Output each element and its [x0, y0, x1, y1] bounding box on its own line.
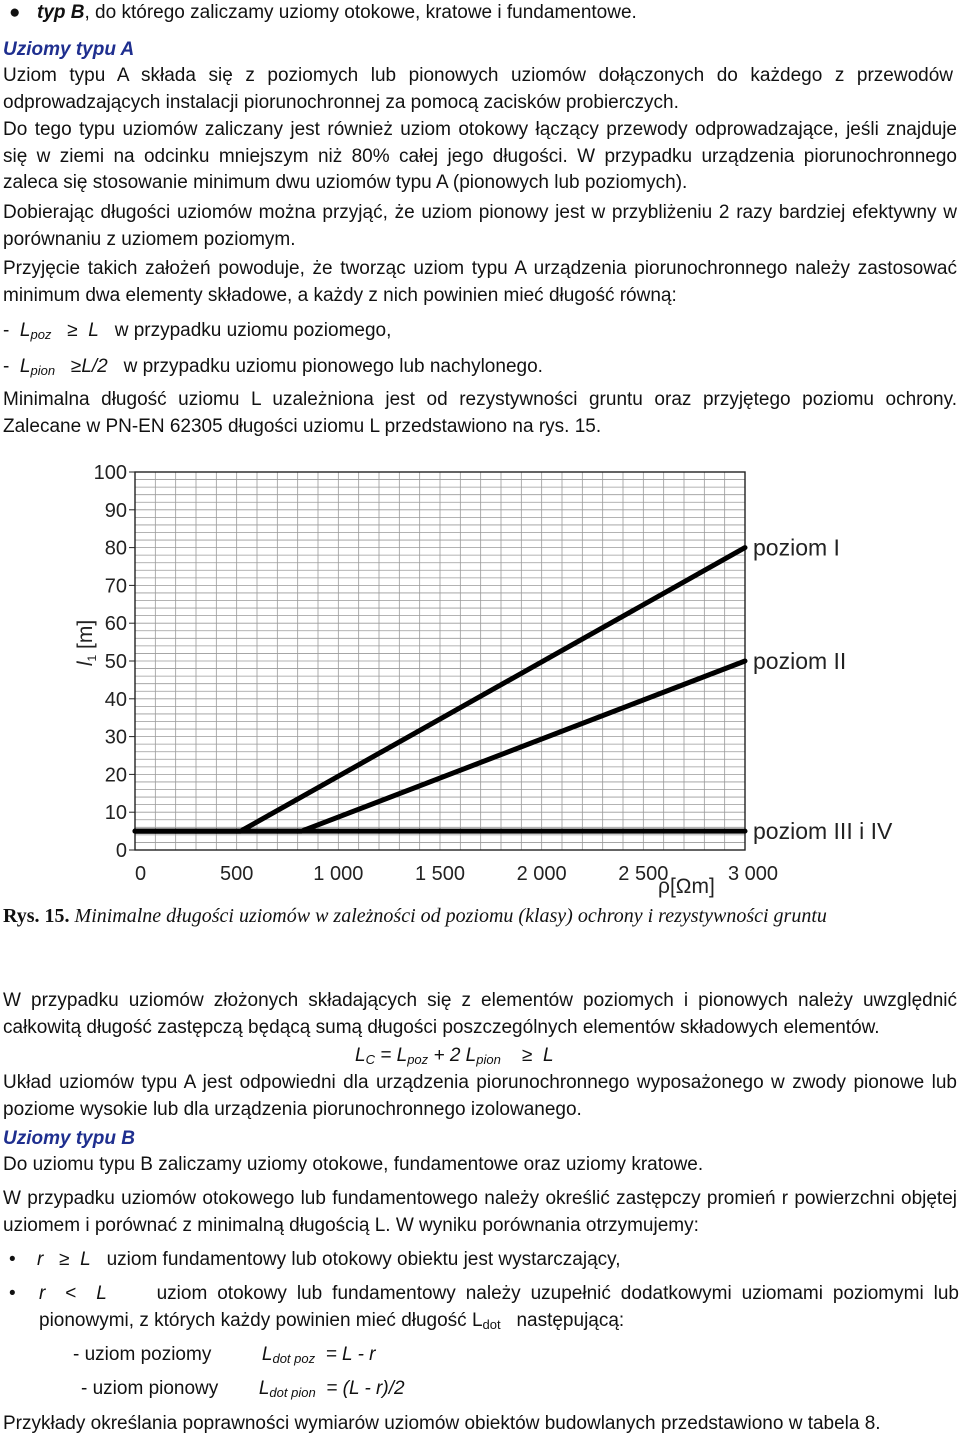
figure-caption: Rys. 15. Minimalne długości uziomów w zależności od poziomu (klasy) ochrony i rezystywności gruntu — [3, 905, 827, 927]
series-label: poziom III i IV — [753, 818, 893, 845]
paragraph-a2: Do tego typu uziomów zaliczany jest również uziom otokowy łączący przewody odprowadzające, jeśli znajduje się w ziemi na odcinku mniejszym niż 80% całej jego długości. W przypadku urządzenia piorunochronnego zaleca się stosowanie minimum dwu uziomów typu A (pionowych lub poziomych). — [3, 119, 957, 193]
y-tick-label: 100 — [93, 462, 127, 484]
series-labels — [753, 535, 893, 845]
y-label-sub: 1 — [85, 654, 99, 662]
x-tick-label: 1 000 — [313, 863, 364, 885]
requirement-vertical: - Lpion ≥L/2 w przypadku uziomu pionowego lub nachylonego. — [3, 356, 543, 378]
paragraph-a4: Przyjęcie takich założeń powoduje, że tworząc uziom typu A urządzenia piorunochronnego należy zastosować minimum dwa elementy składowe, a każdy z nich powinien mieć długość równą: — [3, 258, 957, 306]
series-label: poziom I — [753, 534, 840, 561]
x-tick-label: 500 — [219, 863, 254, 885]
y-tick-label: 30 — [104, 726, 127, 749]
y-tick-label: 80 — [104, 537, 127, 560]
y-tick-label: 40 — [104, 688, 127, 711]
y-tick-label: 70 — [104, 575, 127, 598]
y-tick-label: 60 — [104, 613, 127, 636]
x-tick-label: 3 000 — [727, 863, 779, 885]
y-tick-label: 0 — [115, 840, 127, 862]
paragraph-final: Przykłady określania poprawności wymiarów uziomów obiektów budowlanych przedstawiono w tabela 8. — [3, 1413, 881, 1434]
x-tick-label: 1 500 — [414, 863, 466, 885]
formula-dot-poz: - uziom poziomy Ldot poz = L - r — [73, 1344, 376, 1366]
requirement-horizontal: - Lpoz ≥ L w przypadku uziomu poziomego, — [3, 320, 392, 342]
bullet-r-lt-l: • r < L uziom otokowy lub fundamentowy należy uzupełnić dodatkowymi uziomami poziomymi lub pionowymi, z których każdy powinien mieć długość Ldot następującą: — [9, 1283, 959, 1332]
paragraph-c2: Układ uziomów typu A jest odpowiedni dla urządzenia piorunochronnego wyposażonego w zwody pionowe lub poziome wysokie lub dla urządzenia piorunochronnego izolowanego. — [3, 1072, 957, 1120]
paragraph-a3: Dobierając długości uziomów można przyjąć, że uziom pionowy jest w przybliżeniu 2 razy bardziej efektywny w porównaniu z uziomem poziomym. — [3, 202, 957, 250]
series-label: poziom II — [753, 648, 847, 674]
y-tick-label: 90 — [104, 499, 127, 522]
x-axis-label: ρ[Ωm] — [658, 875, 715, 898]
x-tick-label: 2 000 — [516, 863, 567, 885]
paragraph-b2: W przypadku uziomów otokowego lub fundamentowego należy określić zastępczy promień r powierzchni objętej uziomem i porównać z minimalną długością L. W wyniku porównania otrzymujemy: — [3, 1188, 957, 1236]
y-label-var: l — [74, 661, 97, 667]
bullet-dot-icon: ● — [9, 2, 21, 23]
y-tick-labels — [94, 462, 135, 862]
paragraph-b1: Do uziomu typu B zaliczamy uziomy otokowe, fundamentowe oraz uziomy kratowe. — [3, 1154, 704, 1175]
bullet-dot-icon: • — [9, 1249, 16, 1270]
y-tick-label: 50 — [104, 651, 127, 673]
x-tick-label: 2 500 — [618, 863, 669, 885]
paragraph-a1: Uziom typu A składa się z poziomych lub pionowych uziomów dołączonych do każdego z przewodów odprowadzających instalacji piorunochronnej za pomocą zacisków probierczych. — [3, 65, 953, 113]
chart-grid — [135, 472, 745, 850]
ground-electrode-length-chart — [0, 455, 960, 910]
y-tick-label: 20 — [104, 764, 127, 787]
paragraph-c1: W przypadku uziomów złożonych składających się z elementów poziomych i pionowych należy uwzględnić całkowitą długość zastępczą będącą sumą długości poszczególnych elementów składowych elementów. — [3, 990, 957, 1038]
heading-typ-a: Uziomy typu A — [3, 39, 135, 60]
y-label-unit: [m] — [74, 619, 97, 655]
formula-lc: LC = Lpoz + 2 Lpion ≥ L — [355, 1045, 554, 1067]
bullet-typ-b: ● typ B, do którego zaliczamy uziomy otokowe, kratowe i fundamentowe. — [3, 0, 960, 27]
bullet-dot-icon: • — [9, 1283, 16, 1304]
formula-dot-pion: - uziom pionowy Ldot pion = (L - r)/2 — [81, 1378, 405, 1400]
heading-typ-b: Uziomy typu B — [3, 1128, 135, 1149]
bullet-r-geq-l: • r ≥ L uziom fundamentowy lub otokowy obiektu jest wystarczający, — [3, 1247, 957, 1274]
x-tick-label: 0 — [135, 863, 147, 885]
y-axis-label — [74, 620, 99, 666]
paragraph-a5: Minimalna długość uziomu L uzależniona jest od rezystywności gruntu oraz przyjętego poziomu ochrony. Zalecane w PN-EN 62305 długości uziomu L przedstawiono na rys. 15. — [3, 389, 957, 437]
y-tick-label: 10 — [104, 802, 127, 825]
